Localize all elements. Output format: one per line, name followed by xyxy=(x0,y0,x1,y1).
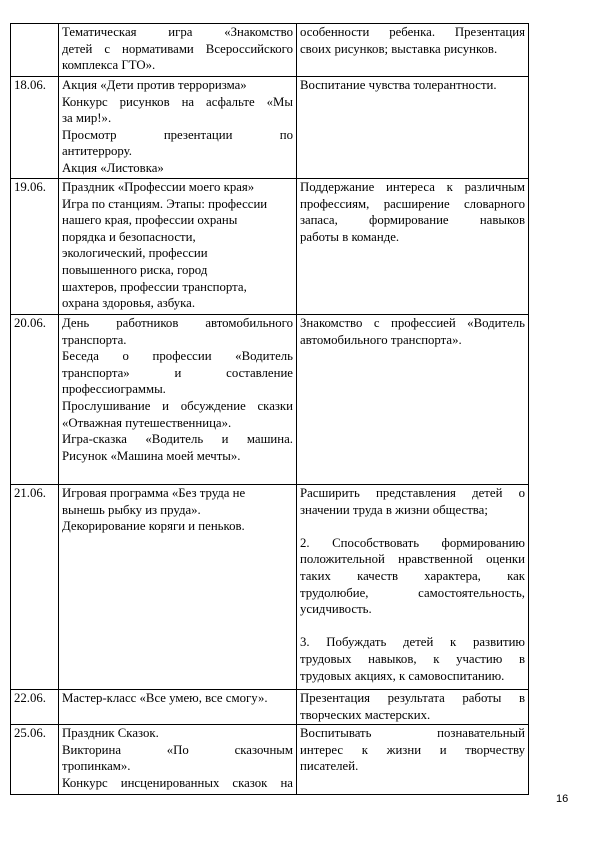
date-cell: 18.06. xyxy=(11,77,59,179)
text-line: комплекса ГТО». xyxy=(62,58,156,73)
text-line: нашего края, профессии охраны xyxy=(62,213,238,228)
goals-cell xyxy=(297,77,529,179)
date-cell: 20.06. xyxy=(11,315,59,485)
table-row xyxy=(11,485,529,690)
text-line: Акция «Дети против терроризма» xyxy=(62,78,247,92)
activities-cell xyxy=(59,77,297,179)
text-line: особенности ребенка. Презентация xyxy=(300,25,525,39)
text-line: вынешь рыбку из пруда». xyxy=(62,502,201,517)
goals-cell xyxy=(297,690,529,725)
text-line: значении труда в жизни общества; xyxy=(300,502,488,517)
date-cell xyxy=(11,24,59,77)
text-line: Декорирование коряги и пеньков. xyxy=(62,519,245,534)
text-line: профессиограммы. xyxy=(62,382,166,397)
goals-cell xyxy=(297,725,529,795)
goals-cell xyxy=(297,315,529,485)
text-line: антитеррору. xyxy=(62,144,132,159)
text-line: своих рисунков; выставка рисунков. xyxy=(300,41,498,56)
text-line: Игровая программа «Без труда не xyxy=(62,486,246,500)
text-line: положительной нравственной оценки xyxy=(300,552,525,567)
table-row xyxy=(11,179,529,315)
text-line: День работников автомобильного xyxy=(62,316,293,330)
activities-cell xyxy=(59,725,297,795)
text-line: Конкурс рисунков на асфальте «Мы xyxy=(62,94,293,109)
table-row xyxy=(11,77,529,179)
text-line: повышенного риска, город xyxy=(62,262,208,277)
text-line: писателей. xyxy=(300,759,359,774)
text-line: Прослушивание и обсуждение сказки xyxy=(62,398,293,413)
page-number: 16 xyxy=(556,793,569,805)
activities-table-body xyxy=(11,24,529,795)
goals-cell xyxy=(297,179,529,315)
text-line: Игра-сказка «Водитель и машина. xyxy=(62,432,293,447)
text-line: Презентация результата работы в xyxy=(300,691,525,705)
text-line: работы в команде. xyxy=(300,229,400,244)
activities-table xyxy=(10,23,529,795)
text-line: Поддержание интереса к различным xyxy=(300,180,525,194)
text-line: Воспитание чувства толерантности. xyxy=(300,78,497,92)
text-line: Праздник «Профессии моего края» xyxy=(62,180,255,194)
text-line: интерес к жизни и творчеству xyxy=(300,742,525,757)
goals-cell xyxy=(297,24,529,77)
text-line xyxy=(300,618,525,635)
date-cell: 19.06. xyxy=(11,179,59,315)
text-line: экологический, профессии xyxy=(62,246,208,261)
text-line: Игра по станциям. Этапы: профессии xyxy=(62,196,268,211)
activities-cell xyxy=(59,690,297,725)
text-line: запаса, формирование навыков xyxy=(300,213,525,228)
text-line: Рисунок «Машина моей мечты». xyxy=(62,448,241,463)
text-line: трудолюбие, самостоятельность, xyxy=(300,585,525,600)
text-line: Воспитывать познавательный xyxy=(300,726,525,740)
date-cell: 25.06. xyxy=(11,725,59,795)
activities-cell xyxy=(59,24,297,77)
text-line: трудовых навыков, к участию в xyxy=(300,651,525,666)
text-line: транспорта. xyxy=(62,332,127,347)
text-line: шахтеров, профессии транспорта, xyxy=(62,279,247,294)
activities-cell xyxy=(59,315,297,485)
text-line: таких качеств характера, как xyxy=(300,568,525,583)
text-line: трудовых акциях, к самовоспитанию. xyxy=(300,668,505,683)
goals-cell xyxy=(297,485,529,690)
activities-cell xyxy=(59,485,297,690)
text-line: детей с нормативами Всероссийского xyxy=(62,41,293,56)
table-row xyxy=(11,725,529,795)
text-line: Расширить представления детей о xyxy=(300,486,525,500)
text-line: охрана здоровья, азбука. xyxy=(62,296,196,311)
text-line: 2. Способствовать формированию xyxy=(300,535,525,550)
text-line: Мастер-класс «Все умею, все смогу». xyxy=(62,691,268,705)
text-line: Знакомство с профессией «Водитель xyxy=(300,316,525,330)
text-line: Праздник Сказок. xyxy=(62,726,159,740)
text-line: Тематическая игра «Знакомство xyxy=(62,25,293,39)
text-line: профессиям, расширение словарного xyxy=(300,196,525,211)
date-cell: 22.06. xyxy=(11,690,59,725)
text-line: порядка и безопасности, xyxy=(62,229,196,244)
text-line: Акция «Листовка» xyxy=(62,160,164,175)
text-line: 3. Побуждать детей к развитию xyxy=(300,635,525,650)
text-line: Конкурс инсценированных сказок на xyxy=(62,775,293,790)
text-line: тропинкам». xyxy=(62,759,131,774)
text-line: Беседа о профессии «Водитель xyxy=(62,349,293,364)
table-row xyxy=(11,24,529,77)
table-row xyxy=(11,315,529,485)
text-line: творческих мастерских. xyxy=(300,707,431,722)
activities-cell xyxy=(59,179,297,315)
date-cell: 21.06. xyxy=(11,485,59,690)
text-line xyxy=(300,518,525,535)
text-line: за мир!». xyxy=(62,111,112,126)
text-line: транспорта» и составление xyxy=(62,365,293,380)
text-line: усидчивость. xyxy=(300,602,372,617)
text-line: Викторина «По сказочным xyxy=(62,742,293,757)
text-line: автомобильного транспорта». xyxy=(300,332,462,347)
table-row xyxy=(11,690,529,725)
text-line: Просмотр презентации по xyxy=(62,127,293,142)
text-line: «Отважная путешественница». xyxy=(62,415,232,430)
